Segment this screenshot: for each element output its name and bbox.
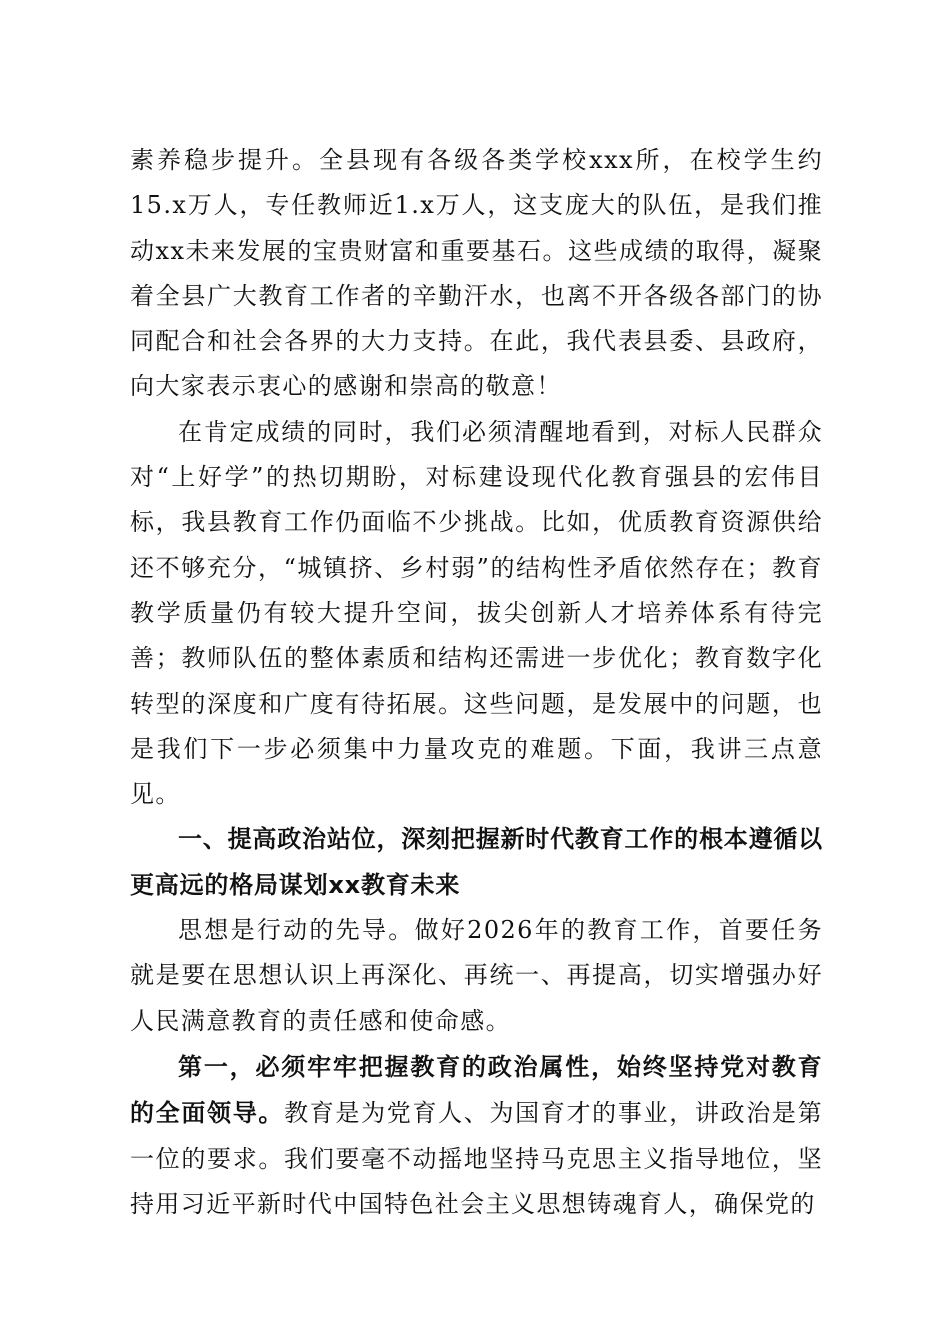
first-point-body: 教育是为党育人、为国育才的事业，讲政治是第一位的要求。我们要毫不动摇地坚持马克思主义指导地位，坚持用习近平新时代中国特色社会主义思想铸魂育人，确保党的: [130, 1099, 823, 1218]
paragraph-continued: 素养稳步提升。全县现有各级各类学校xxx所，在校学生约15.x万人，专任教师近1.x万人，这支庞大的队伍，是我们推动xx未来发展的宝贵财富和重要基石。这些成绩的取得，凝聚着全县广大教育工作者的辛勤汗水，也离不开各级各部门的协同配合和社会各界的大力支持。在此，我代表县委、县政府，向大家表示衷心的感谢和崇高的敬意！: [130, 146, 823, 401]
paragraph-challenges: 在肯定成绩的同时，我们必须清醒地看到，对标人民群众对“上好学”的热切期盼，对标建设现代化教育强县的宏伟目标，我县教育工作仍面临不少挑战。比如，优质教育资源供给还不够充分，“城镇挤、乡村弱”的结构性矛盾依然存在；教育教学质量仍有较大提升空间，拔尖创新人才培养体系有待完善；教师队伍的整体素质和结构还需进一步优化；教育数字化转型的深度和广度有待拓展。这些问题，是发展中的问题，也是我们下一步必须集中力量攻克的难题。下面，我讲三点意见。: [130, 417, 823, 809]
document-body: [130, 138, 823, 1227]
first-point-lead: 第一，必须牢牢把握教育的政治属性，始终坚持党对教育的全面领导。: [130, 1051, 823, 1128]
section-heading-1: 一、提高政治站位，深刻把握新时代教育工作的根本遵循以更高远的格局谋划xx教育未来: [130, 825, 823, 899]
paragraph-thought-guidance: 思想是行动的先导。做好2026年的教育工作，首要任务就是要在思想认识上再深化、再统一、再提高，切实增强办好人民满意教育的责任感和使命感。: [130, 916, 823, 1035]
paragraph-first-point: [130, 1044, 823, 1227]
